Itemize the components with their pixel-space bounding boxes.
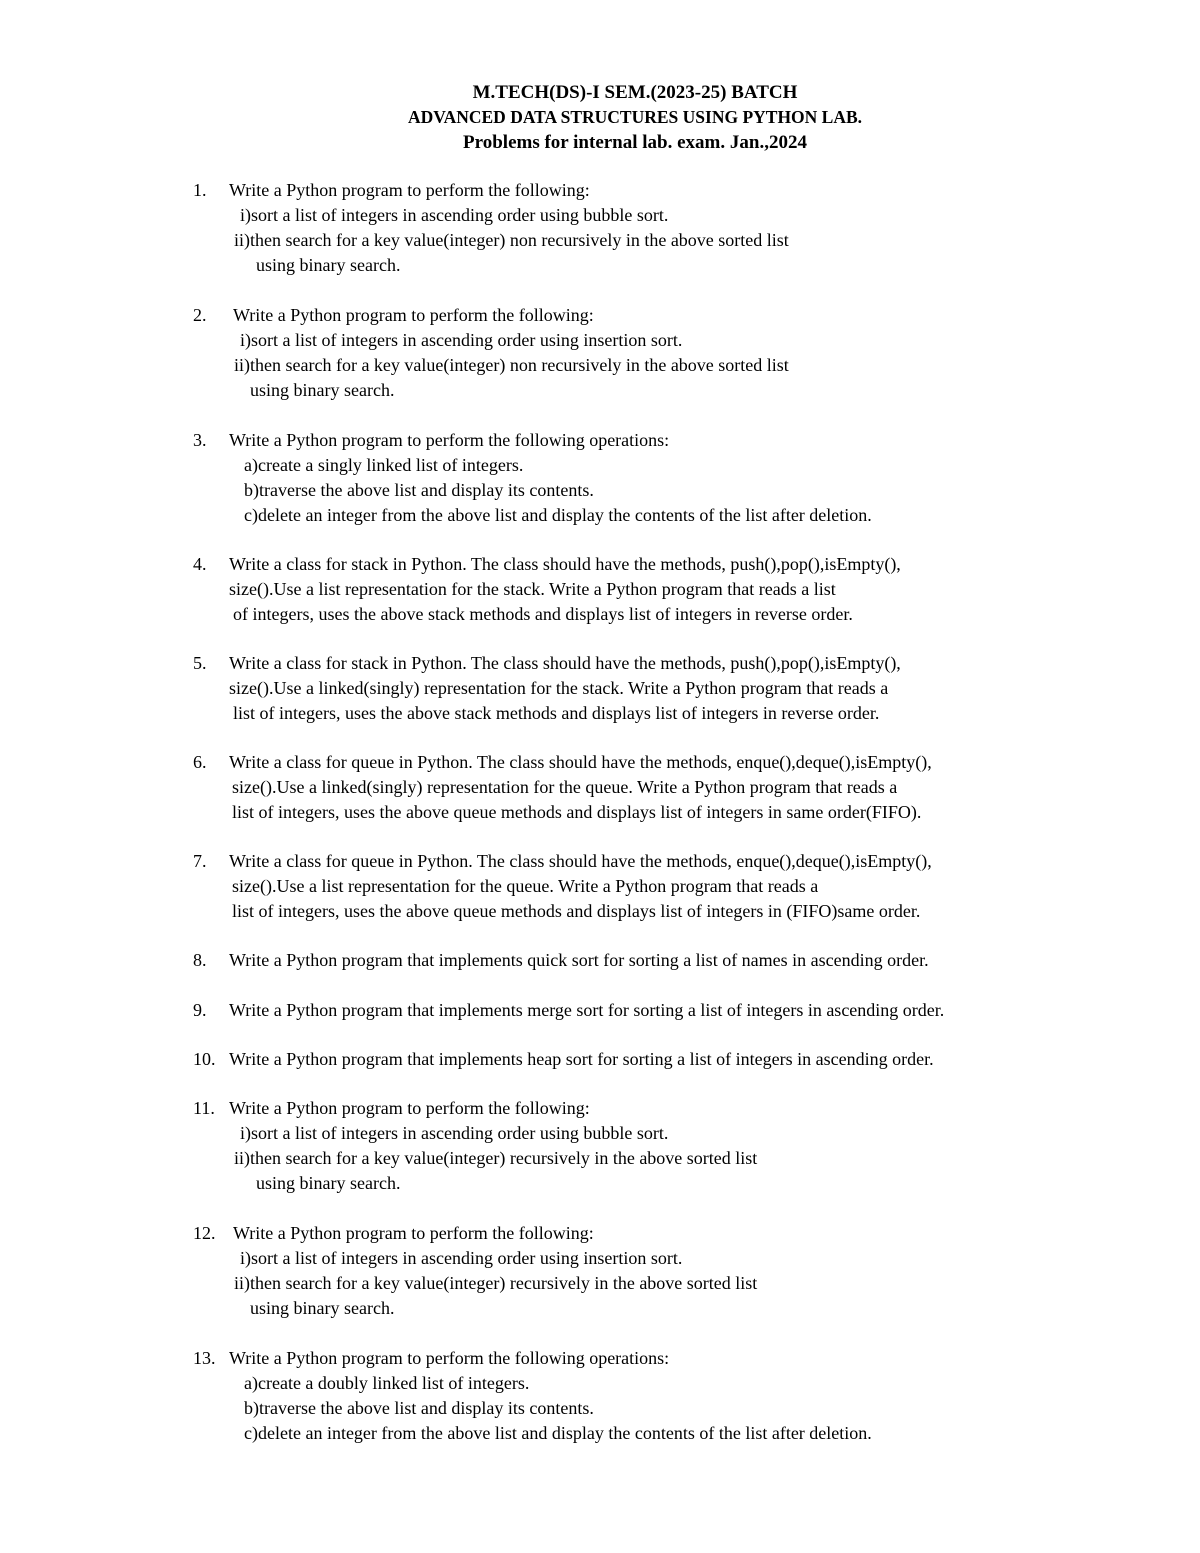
problem-subline: i)sort a list of integers in ascending order using bubble sort. xyxy=(240,205,669,225)
problem-statement: Write a Python program to perform the following operations: xyxy=(229,430,670,450)
problem-subline: c)delete an integer from the above list and display the contents of the list after deletion. xyxy=(244,505,872,525)
problem-subline: size().Use a linked(singly) representation for the queue. Write a Python program that reads a xyxy=(232,777,898,797)
problem-statement: Write a Python program to perform the following: xyxy=(229,1098,590,1118)
problem-subline: a)create a singly linked list of integers. xyxy=(244,455,524,475)
header-exam-title: Problems for internal lab. exam. Jan.,2024 xyxy=(463,132,807,153)
problem-number: 3. xyxy=(193,430,207,450)
problem-statement: Write a class for queue in Python. The class should have the methods, enque(),deque(),isEmpty(), xyxy=(229,752,932,772)
problem-subline: using binary search. xyxy=(256,1173,401,1193)
problem-number: 8. xyxy=(193,950,207,970)
problem-subline: b)traverse the above list and display its contents. xyxy=(244,480,594,500)
header-batch-title: M.TECH(DS)-I SEM.(2023-25) BATCH xyxy=(472,82,798,103)
problem-subline: b)traverse the above list and display its contents. xyxy=(244,1398,594,1418)
problem-number: 11. xyxy=(193,1098,215,1118)
problem-statement: Write a Python program to perform the following: xyxy=(229,180,590,200)
problem-subline: i)sort a list of integers in ascending order using insertion sort. xyxy=(240,330,683,350)
problem-statement: Write a Python program that implements merge sort for sorting a list of integers in ascending order. xyxy=(229,1000,945,1020)
problem-statement: Write a Python program that implements heap sort for sorting a list of integers in ascending order. xyxy=(229,1049,934,1069)
problem-subline: ii)then search for a key value(integer) recursively in the above sorted list xyxy=(234,1273,758,1293)
problem-number: 13. xyxy=(193,1348,216,1368)
problem-subline: ii)then search for a key value(integer) non recursively in the above sorted list xyxy=(234,230,789,250)
problem-number: 4. xyxy=(193,554,207,574)
problem-subline: size().Use a list representation for the queue. Write a Python program that reads a xyxy=(232,876,819,896)
problem-number: 10. xyxy=(193,1049,216,1069)
problem-subline: using binary search. xyxy=(250,1298,395,1318)
problem-number: 1. xyxy=(193,180,207,200)
problem-number: 12. xyxy=(193,1223,216,1243)
problem-subline: size().Use a linked(singly) representation for the stack. Write a Python program that reads a xyxy=(229,678,889,698)
problem-subline: using binary search. xyxy=(256,255,401,275)
problem-statement: Write a class for stack in Python. The class should have the methods, push(),pop(),isEmpty(), xyxy=(229,554,901,574)
problem-statement: Write a Python program that implements quick sort for sorting a list of names in ascending order. xyxy=(229,950,929,970)
problem-subline: ii)then search for a key value(integer) non recursively in the above sorted list xyxy=(234,355,789,375)
problem-subline: ii)then search for a key value(integer) recursively in the above sorted list xyxy=(234,1148,758,1168)
problem-subline: list of integers, uses the above stack methods and displays list of integers in reverse order. xyxy=(233,703,880,723)
problem-statement: Write a Python program to perform the following: xyxy=(233,305,594,325)
problem-number: 9. xyxy=(193,1000,207,1020)
problem-subline: using binary search. xyxy=(250,380,395,400)
problem-subline: size().Use a list representation for the stack. Write a Python program that reads a list xyxy=(229,579,836,599)
problem-number: 5. xyxy=(193,653,207,673)
problem-statement: Write a Python program to perform the following operations: xyxy=(229,1348,670,1368)
problem-subline: c)delete an integer from the above list and display the contents of the list after deletion. xyxy=(244,1423,872,1443)
problem-statement: Write a class for stack in Python. The class should have the methods, push(),pop(),isEmpty(), xyxy=(229,653,901,673)
problem-statement: Write a class for queue in Python. The class should have the methods, enque(),deque(),isEmpty(), xyxy=(229,851,932,871)
header-course-title: ADVANCED DATA STRUCTURES USING PYTHON LAB. xyxy=(407,107,863,127)
problem-number: 7. xyxy=(193,851,207,871)
problem-subline: i)sort a list of integers in ascending order using insertion sort. xyxy=(240,1248,683,1268)
problem-subline: list of integers, uses the above queue methods and displays list of integers in (FIFO)same order. xyxy=(232,901,921,921)
problem-subline: i)sort a list of integers in ascending order using bubble sort. xyxy=(240,1123,669,1143)
problem-number: 6. xyxy=(193,752,207,772)
problem-statement: Write a Python program to perform the following: xyxy=(233,1223,594,1243)
problem-subline: of integers, uses the above stack methods and displays list of integers in reverse order. xyxy=(233,604,853,624)
problem-subline: a)create a doubly linked list of integers. xyxy=(244,1373,530,1393)
problem-subline: list of integers, uses the above queue methods and displays list of integers in same order(FIFO). xyxy=(232,802,922,822)
problem-number: 2. xyxy=(193,305,207,325)
document-header xyxy=(0,80,1200,155)
